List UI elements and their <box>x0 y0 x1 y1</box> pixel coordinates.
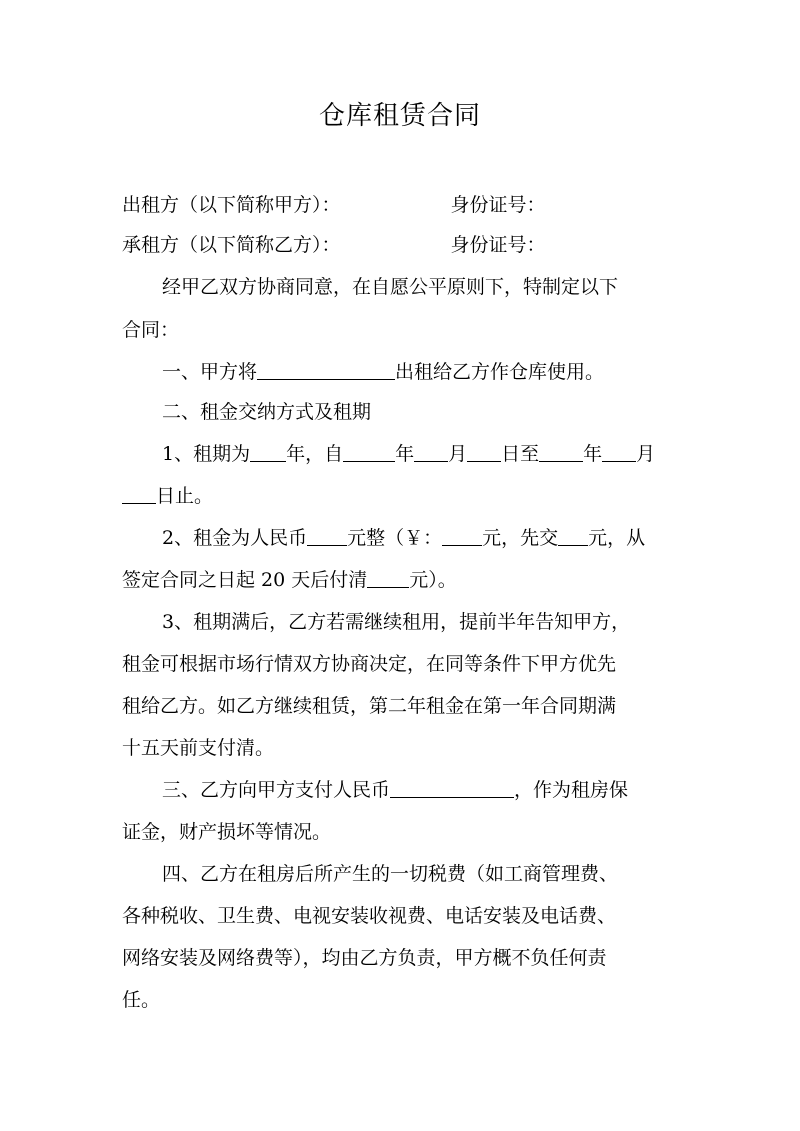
blank-field <box>414 441 448 462</box>
clause-2-3-line-2: 租金可根据市场行情双方协商决定，在同等条件下甲方优先 <box>122 653 617 675</box>
clause-3-line-1 <box>162 775 732 805</box>
clause-2-1-line-2 <box>122 481 692 511</box>
party-a-label: 出租方（以下简称甲方）： <box>122 194 341 216</box>
text-seg: 1、租期为 <box>162 443 251 465</box>
intro-line-1: 经甲乙双方协商同意，在自愿公平原则下，特制定以下 <box>162 276 619 298</box>
blank-field <box>257 359 395 380</box>
text-seg: 三、乙方向甲方支付人民币 <box>162 779 391 801</box>
text-seg: 月 <box>636 443 656 465</box>
blank-field <box>602 441 636 462</box>
party-a-id-label: 身份证号： <box>450 194 546 216</box>
clause-4-line-4: 任。 <box>122 989 161 1011</box>
text-seg: 年，自 <box>286 443 344 465</box>
blank-field <box>539 441 583 462</box>
clause-1-text-a: 一、甲方将 <box>162 361 258 383</box>
text-seg: 签定合同之日起 20 天后付清 <box>122 569 368 591</box>
party-b-label: 承租方（以下简称乙方）： <box>122 234 341 256</box>
text-seg: ，作为租房保 <box>514 779 629 801</box>
text-seg: 月 <box>448 443 468 465</box>
clause-2-3-line-4: 十五天前支付清。 <box>122 737 275 759</box>
blank-field <box>467 441 501 462</box>
blank-field <box>558 525 588 546</box>
text-seg: 2、租金为人民币 <box>162 527 308 549</box>
page-title: 仓库租赁合同 <box>318 101 481 131</box>
text-seg: 元，从 <box>588 527 646 549</box>
clause-2-3-line-1: 3、租期满后，乙方若需继续租用，提前半年告知甲方， <box>162 611 631 633</box>
party-b-line <box>122 230 692 260</box>
blank-field <box>343 441 395 462</box>
clause-2-2-line-1 <box>162 523 732 553</box>
clause-2-2-line-2 <box>122 565 692 595</box>
text-seg: 元整（￥： <box>347 527 443 549</box>
text-seg: 年 <box>583 443 603 465</box>
clause-4-line-3: 网络安装及网络费等），均由乙方负责，甲方概不负任何责 <box>122 947 607 969</box>
clause-1 <box>162 357 732 387</box>
blank-field <box>307 525 347 546</box>
blank-field <box>390 777 514 798</box>
clause-2-3-line-3: 租给乙方。如乙方继续租赁，第二年租金在第一年合同期满 <box>122 695 617 717</box>
party-b-id-label: 身份证号： <box>450 234 546 256</box>
blank-field <box>122 483 156 504</box>
text-seg: 日至 <box>501 443 540 465</box>
clause-3-line-2: 证金，财产损坏等情况。 <box>122 821 332 843</box>
text-seg: 元，先交 <box>482 527 559 549</box>
clause-4-line-1: 四、乙方在租房后所产生的一切税费（如工商管理费、 <box>162 863 619 885</box>
clause-2-1-line-1 <box>162 439 732 469</box>
text-seg: 年 <box>395 443 415 465</box>
party-a-line <box>122 190 692 220</box>
clause-2-heading: 二、租金交纳方式及租期 <box>162 401 372 423</box>
text-seg: 元）。 <box>409 569 457 591</box>
blank-field <box>250 441 286 462</box>
clause-1-text-b: 出租给乙方作仓库使用。 <box>395 361 605 383</box>
text-seg: 日止。 <box>156 485 214 507</box>
intro-line-2: 合同： <box>122 319 180 341</box>
blank-field <box>442 525 482 546</box>
blank-field <box>367 567 409 588</box>
clause-4-line-2: 各种税收、卫生费、电视安装收视费、电话安装及电话费、 <box>122 905 617 927</box>
